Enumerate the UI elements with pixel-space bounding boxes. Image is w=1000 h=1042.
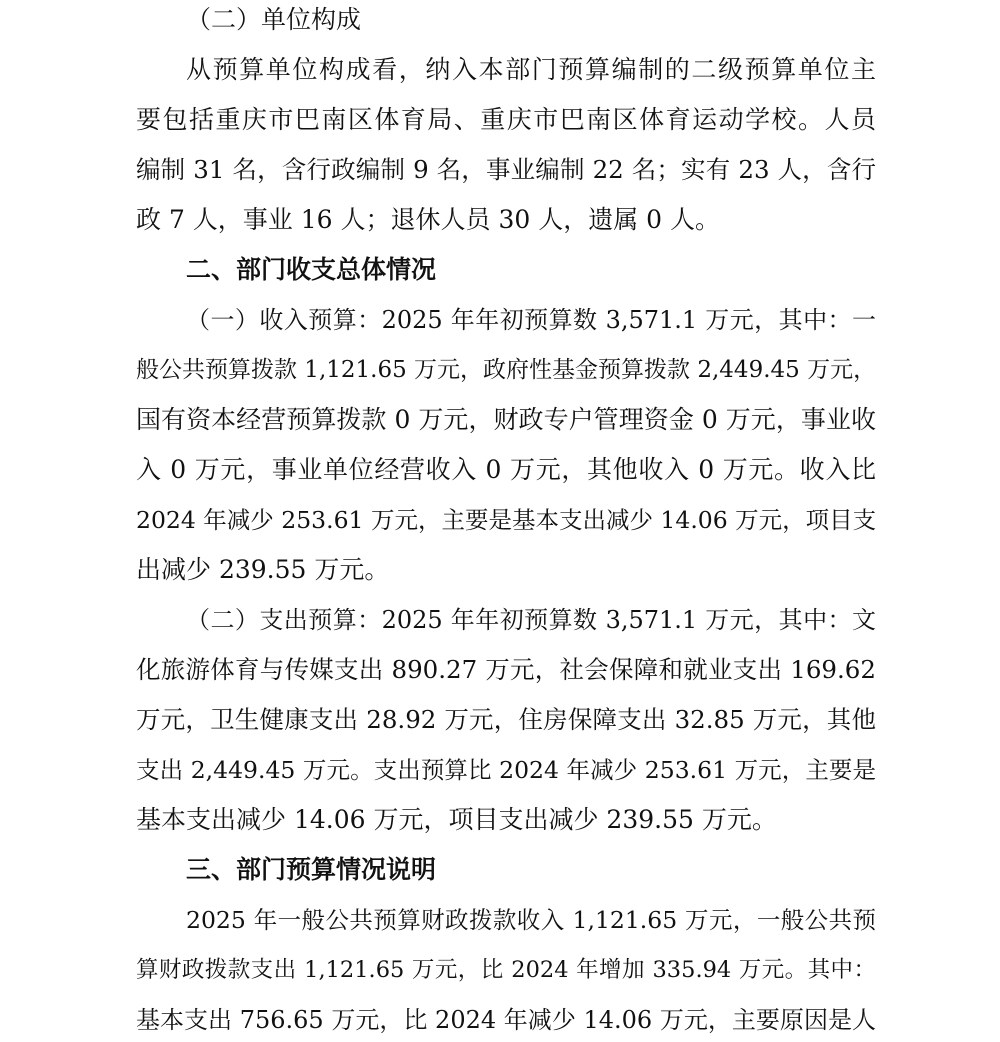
paragraph-line: 要包括重庆市巴南区体育局、重庆市巴南区体育运动学校。人员 (136, 105, 876, 134)
paragraph-line: 万元，卫生健康支出 28.92 万元，住房保障支出 32.85 万元，其他 (136, 705, 876, 734)
paragraph-line: 般公共预算拨款 1,121.65 万元，政府性基金预算拨款 2,449.45 万元， (136, 357, 877, 383)
unit-composition-heading: （二）单位构成 (186, 5, 362, 34)
paragraph-line: 化旅游体育与传媒支出 890.27 万元，社会保障和就业支出 169.62 (136, 655, 876, 684)
section-three-heading: 三、部门预算情况说明 (186, 855, 437, 884)
paragraph-line: 2025 年一般公共预算财政拨款收入 1,121.65 万元，一般公共预 (186, 906, 876, 934)
paragraph-line: 出减少 239.55 万元。 (136, 555, 390, 584)
section-two-heading: 二、部门收支总体情况 (186, 255, 437, 284)
paragraph-line: （二）支出预算：2025 年年初预算数 3,571.1 万元，其中：文 (186, 606, 876, 634)
paragraph-line: 政 7 人，事业 16 人；退休人员 30 人，遗属 0 人。 (136, 205, 721, 234)
paragraph-line: 入 0 万元，事业单位经营收入 0 万元，其他收入 0 万元。收入比 (136, 455, 876, 484)
paragraph-line: 基本支出减少 14.06 万元，项目支出减少 239.55 万元。 (136, 805, 777, 834)
document-page (136, 0, 876, 1042)
paragraph-line: 基本支出 756.65 万元，比 2024 年减少 14.06 万元，主要原因是人 (136, 1006, 876, 1034)
paragraph-line: 从预算单位构成看，纳入本部门预算编制的二级预算单位主 (186, 55, 876, 84)
paragraph-line: （一）收入预算：2025 年年初预算数 3,571.1 万元，其中：一 (186, 306, 876, 334)
paragraph-line: 算财政拨款支出 1,121.65 万元，比 2024 年增加 335.94 万元。其中： (136, 957, 876, 983)
paragraph-line: 支出 2,449.45 万元。支出预算比 2024 年减少 253.61 万元，主要是 (136, 756, 876, 784)
paragraph-line: 2024 年减少 253.61 万元，主要是基本支出减少 14.06 万元，项目支 (136, 506, 877, 534)
paragraph-line: 编制 31 名，含行政编制 9 名，事业编制 22 名；实有 23 人，含行 (136, 155, 876, 184)
paragraph-line: 国有资本经营预算拨款 0 万元，财政专户管理资金 0 万元，事业收 (136, 405, 876, 434)
